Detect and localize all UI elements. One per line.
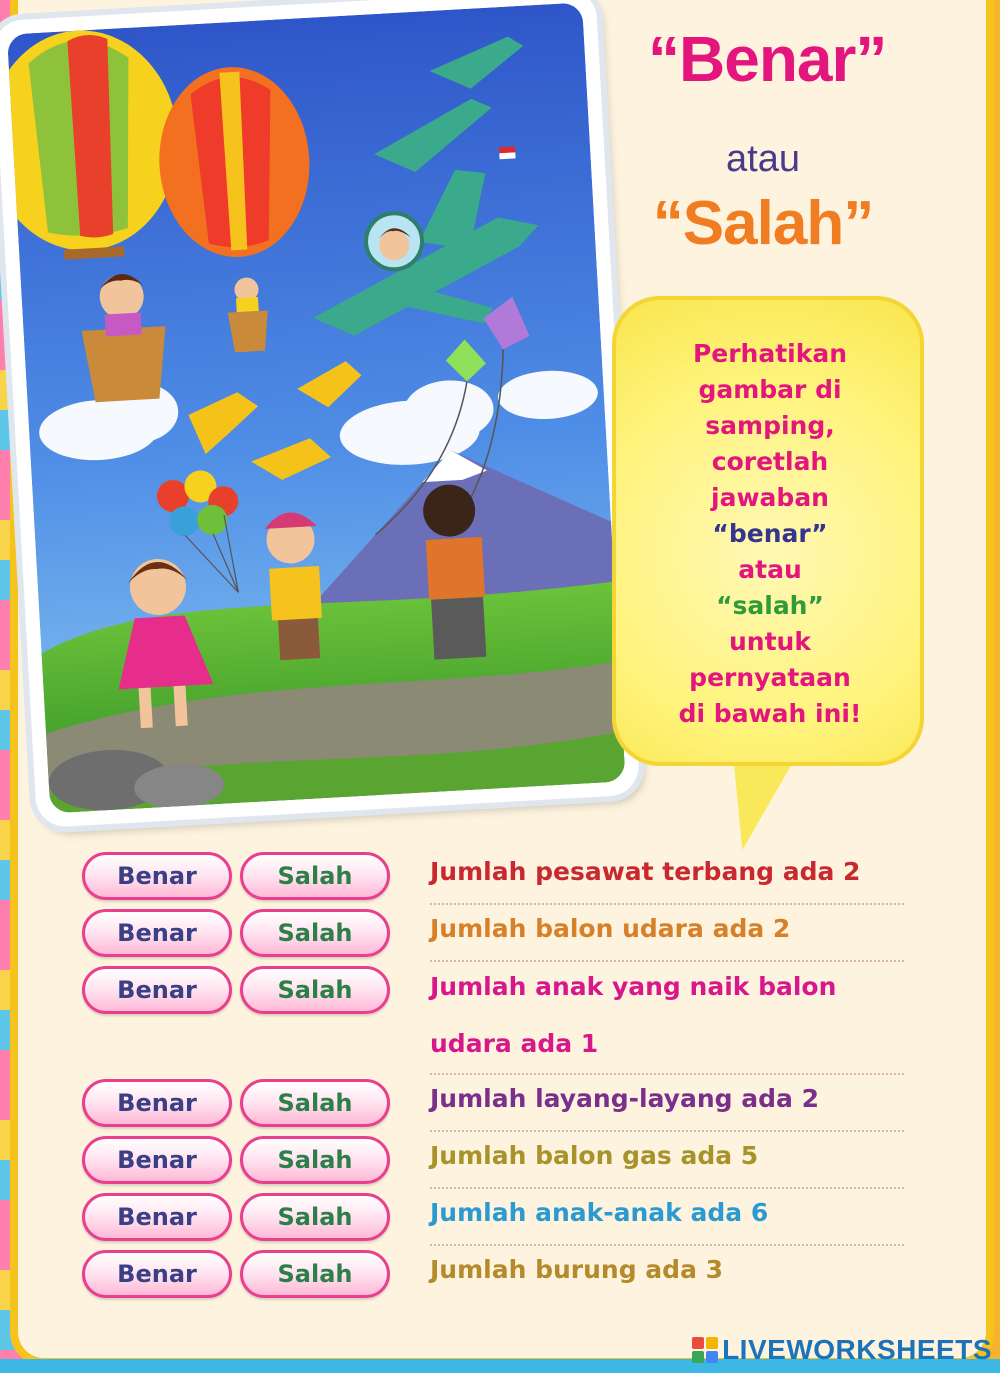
salah-button[interactable]: Salah <box>240 1136 390 1184</box>
statement-text: Jumlah balon udara ada 2 <box>430 914 791 943</box>
instruction-text <box>640 336 900 732</box>
benar-button[interactable]: Benar <box>82 852 232 900</box>
statement-row <box>82 1132 912 1189</box>
benar-button[interactable]: Benar <box>82 909 232 957</box>
instruction-line: samping, <box>705 411 835 440</box>
statement-list <box>82 848 912 1303</box>
instruction-line: atau <box>738 555 802 584</box>
statement-row <box>82 1189 912 1246</box>
watermark-text: LIVEWORKSHEETS <box>722 1334 992 1365</box>
illustration-card <box>0 0 640 828</box>
instruction-line-benar: “benar” <box>712 519 828 548</box>
statement-text: Jumlah burung ada 3 <box>430 1255 724 1284</box>
liveworksheets-logo-icon <box>692 1337 718 1363</box>
statement-row <box>82 848 912 905</box>
benar-button[interactable]: Benar <box>82 1250 232 1298</box>
statement-row <box>82 905 912 962</box>
salah-button[interactable]: Salah <box>240 909 390 957</box>
statement-text: Jumlah layang-layang ada 2 <box>430 1084 819 1113</box>
instruction-line: di bawah ini! <box>678 699 862 728</box>
salah-button[interactable]: Salah <box>240 1079 390 1127</box>
instruction-line: gambar di <box>698 375 842 404</box>
statement-row <box>82 1075 912 1132</box>
benar-button[interactable]: Benar <box>82 1079 232 1127</box>
sky-scene-illustration <box>7 2 626 813</box>
instruction-line-salah: “salah” <box>716 591 824 620</box>
statement-text: Jumlah pesawat terbang ada 2 <box>430 857 861 886</box>
instruction-line: coretlah <box>711 447 829 476</box>
statement-row <box>82 1246 912 1303</box>
instruction-line: Perhatikan <box>692 339 848 368</box>
benar-button[interactable]: Benar <box>82 1136 232 1184</box>
title-atau: atau <box>726 138 800 180</box>
statement-text: Jumlah anak-anak ada 6 <box>430 1198 769 1227</box>
benar-button[interactable]: Benar <box>82 966 232 1014</box>
instruction-line: jawaban <box>711 483 829 512</box>
statement-text: Jumlah balon gas ada 5 <box>430 1141 759 1170</box>
statement-row <box>82 962 912 1075</box>
liveworksheets-watermark <box>692 1334 992 1366</box>
salah-button[interactable]: Salah <box>240 1250 390 1298</box>
salah-button[interactable]: Salah <box>240 1193 390 1241</box>
salah-button[interactable]: Salah <box>240 852 390 900</box>
salah-button[interactable]: Salah <box>240 966 390 1014</box>
instruction-line: pernyataan <box>689 663 851 692</box>
instruction-line: untuk <box>729 627 811 656</box>
title-salah: “Salah” <box>652 189 874 258</box>
title-benar: “Benar” <box>648 23 887 95</box>
benar-button[interactable]: Benar <box>82 1193 232 1241</box>
statement-text: Jumlah anak yang naik balon udara ada 1 <box>430 972 837 1058</box>
